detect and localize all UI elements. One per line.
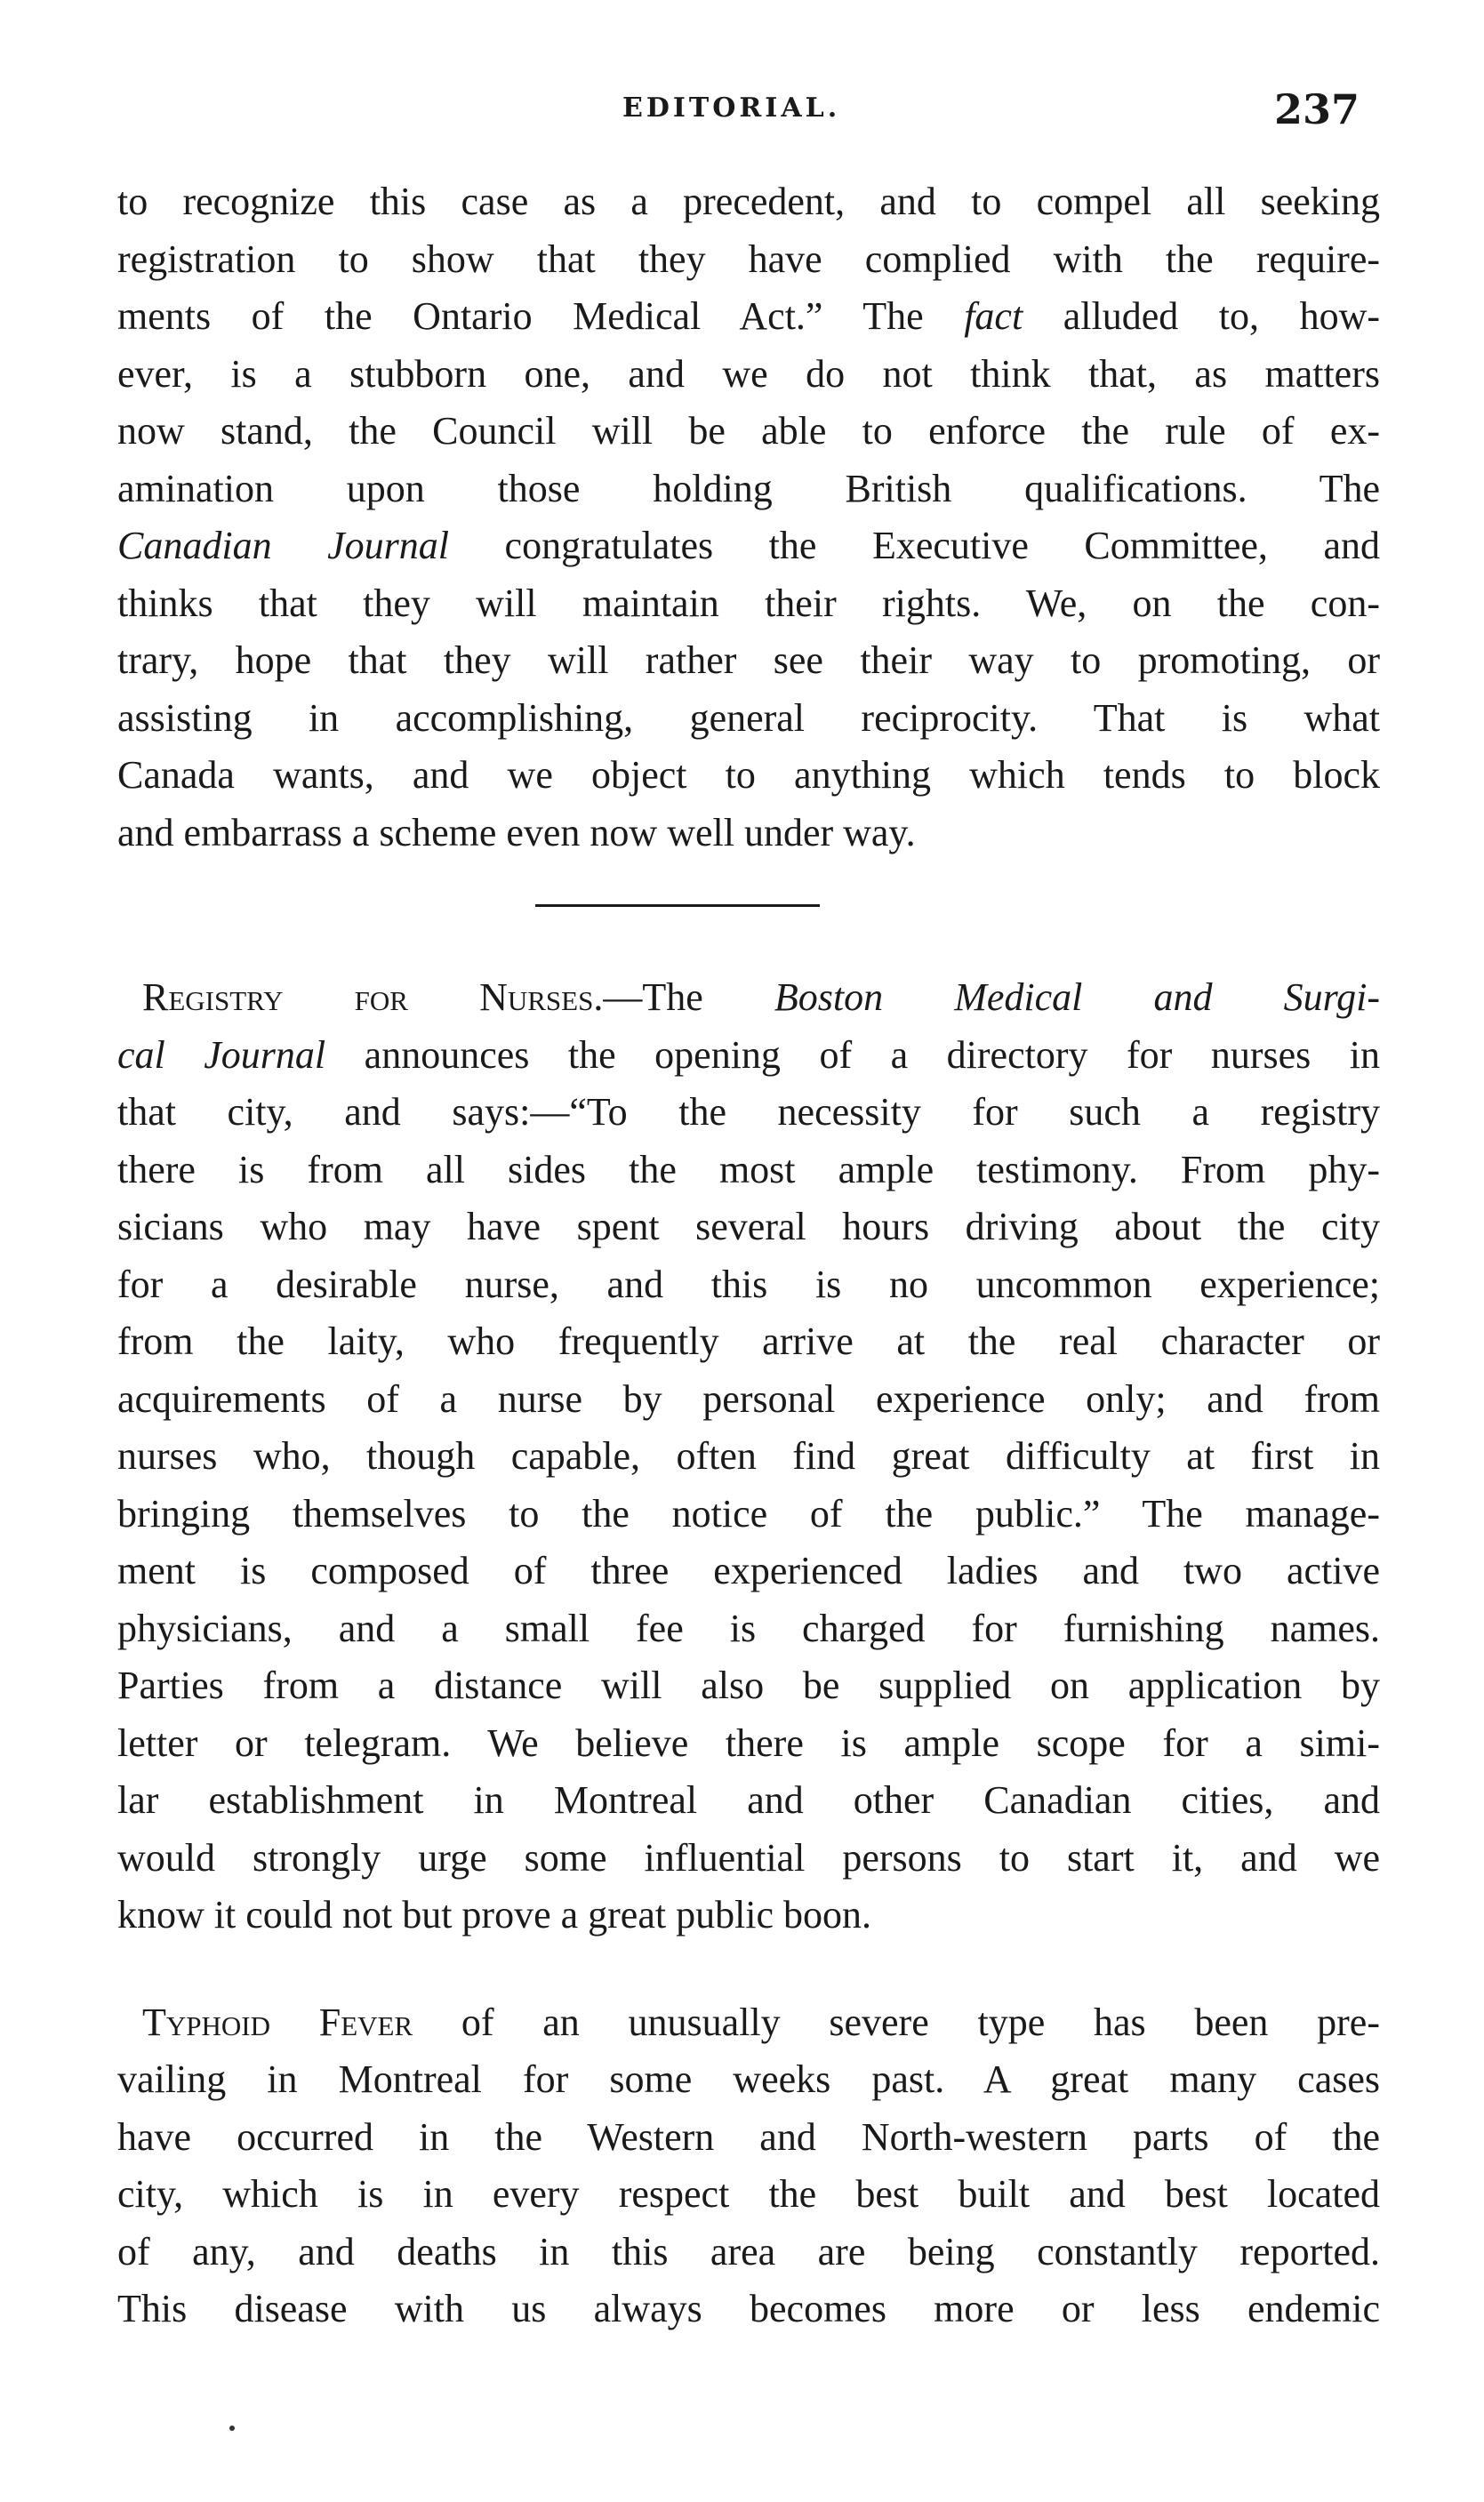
- text-line: of any, and deaths in this area are being constantly reported.: [117, 2229, 1380, 2273]
- text-line: [117, 1994, 1380, 2052]
- text-line: to recognize this case as a precedent, and to compel all seeking: [117, 180, 1380, 223]
- italic-journal-title: Boston Medical and Surgi-: [774, 975, 1380, 1019]
- running-title: EDITORIAL.: [622, 92, 841, 124]
- paragraph-continuation: [117, 173, 1380, 862]
- italic-journal-title: Canadian Journal: [117, 524, 449, 567]
- text-line: ment is composed of three experienced ladies and two active: [117, 1549, 1380, 1592]
- text-run: of an unusually severe type has been pre-: [413, 2000, 1380, 2044]
- text-line: letter or telegram. We believe there is ample scope for a simi-: [117, 1720, 1380, 1765]
- text-line: assisting in accomplishing, general reciprocity. That is what: [117, 695, 1380, 740]
- text-line: know it could not but prove a great public boon.: [117, 1893, 872, 1937]
- text-line: ever, is a stubborn one, and we do not think that, as matters: [117, 351, 1380, 396]
- text-line: [117, 969, 1380, 1027]
- page-number: 237: [1273, 85, 1360, 133]
- text-line: sicians who may have spent several hours driving about the city: [117, 1205, 1380, 1248]
- text-run: congratulates the Executive Committee, and: [449, 524, 1381, 567]
- text-line: nurses who, though capable, often find great difficulty at first in: [117, 1434, 1380, 1478]
- running-head: [0, 85, 1484, 133]
- paragraph-typhoid-fever: [117, 1994, 1380, 2338]
- section-divider: [535, 904, 820, 907]
- text-line: now stand, the Council will be able to enforce the rule of ex-: [117, 409, 1380, 453]
- text-line: physicians, and a small fee is charged for furnishing names.: [117, 1606, 1380, 1650]
- section-lead: Registry for Nurses.: [142, 975, 604, 1019]
- text-run: —The: [603, 975, 774, 1019]
- section-lead: Typhoid Fever: [142, 2000, 413, 2044]
- text-run: ments of the Ontario Medical Act.” The: [117, 294, 924, 338]
- text-line: [117, 1027, 1380, 1085]
- text-line: for a desirable nurse, and this is no uncommon experience;: [117, 1262, 1380, 1306]
- text-line: city, which is in every respect the best built and best located: [117, 2172, 1380, 2216]
- text-line: thinks that they will maintain their rights. We, on the con-: [117, 581, 1380, 625]
- text-line: from the laity, who frequently arrive at the real character or: [117, 1319, 1380, 1363]
- text-line: Parties from a distance will also be supplied on application by: [117, 1664, 1380, 1707]
- text-line: that city, and says:—“To the necessity for such a registry: [117, 1090, 1380, 1134]
- text-line: bringing themselves to the notice of the public.” The manage-: [117, 1491, 1380, 1536]
- text-line: [117, 517, 1380, 575]
- text-run: announces the opening of a directory for nurses in: [325, 1032, 1380, 1077]
- text-line: vailing in Montreal for some weeks past. A great many cases: [117, 2057, 1380, 2101]
- text-line: have occurred in the Western and North-western parts of the: [117, 2114, 1380, 2159]
- text-line: Canada wants, and we object to anything which tends to block: [117, 753, 1380, 797]
- text-line: [117, 288, 1380, 346]
- italic-journal-title: cal Journal: [117, 1032, 326, 1077]
- text-line: there is from all sides the most ample testimony. From phy-: [117, 1147, 1380, 1191]
- text-line: This disease with us always becomes more or less endemic: [117, 2287, 1380, 2330]
- text-run: alluded to, how-: [1023, 294, 1381, 338]
- text-line: trary, hope that they will rather see their way to promoting, or: [117, 638, 1380, 682]
- text-line: acquirements of a nurse by personal experience only; and from: [117, 1376, 1380, 1421]
- print-speck: [229, 2426, 235, 2431]
- text-line: and embarrass a scheme even now well under way.: [117, 810, 916, 854]
- text-line: amination upon those holding British qualifications. The: [117, 466, 1380, 510]
- page-body: [117, 173, 1380, 2338]
- text-line: would strongly urge some influential persons to start it, and we: [117, 1835, 1380, 1880]
- paragraph-registry-for-nurses: [117, 969, 1380, 1945]
- text-line: registration to show that they have complied with the require-: [117, 237, 1380, 281]
- text-line: lar establishment in Montreal and other Canadian cities, and: [117, 1778, 1380, 1822]
- italic-word: fact: [964, 294, 1023, 338]
